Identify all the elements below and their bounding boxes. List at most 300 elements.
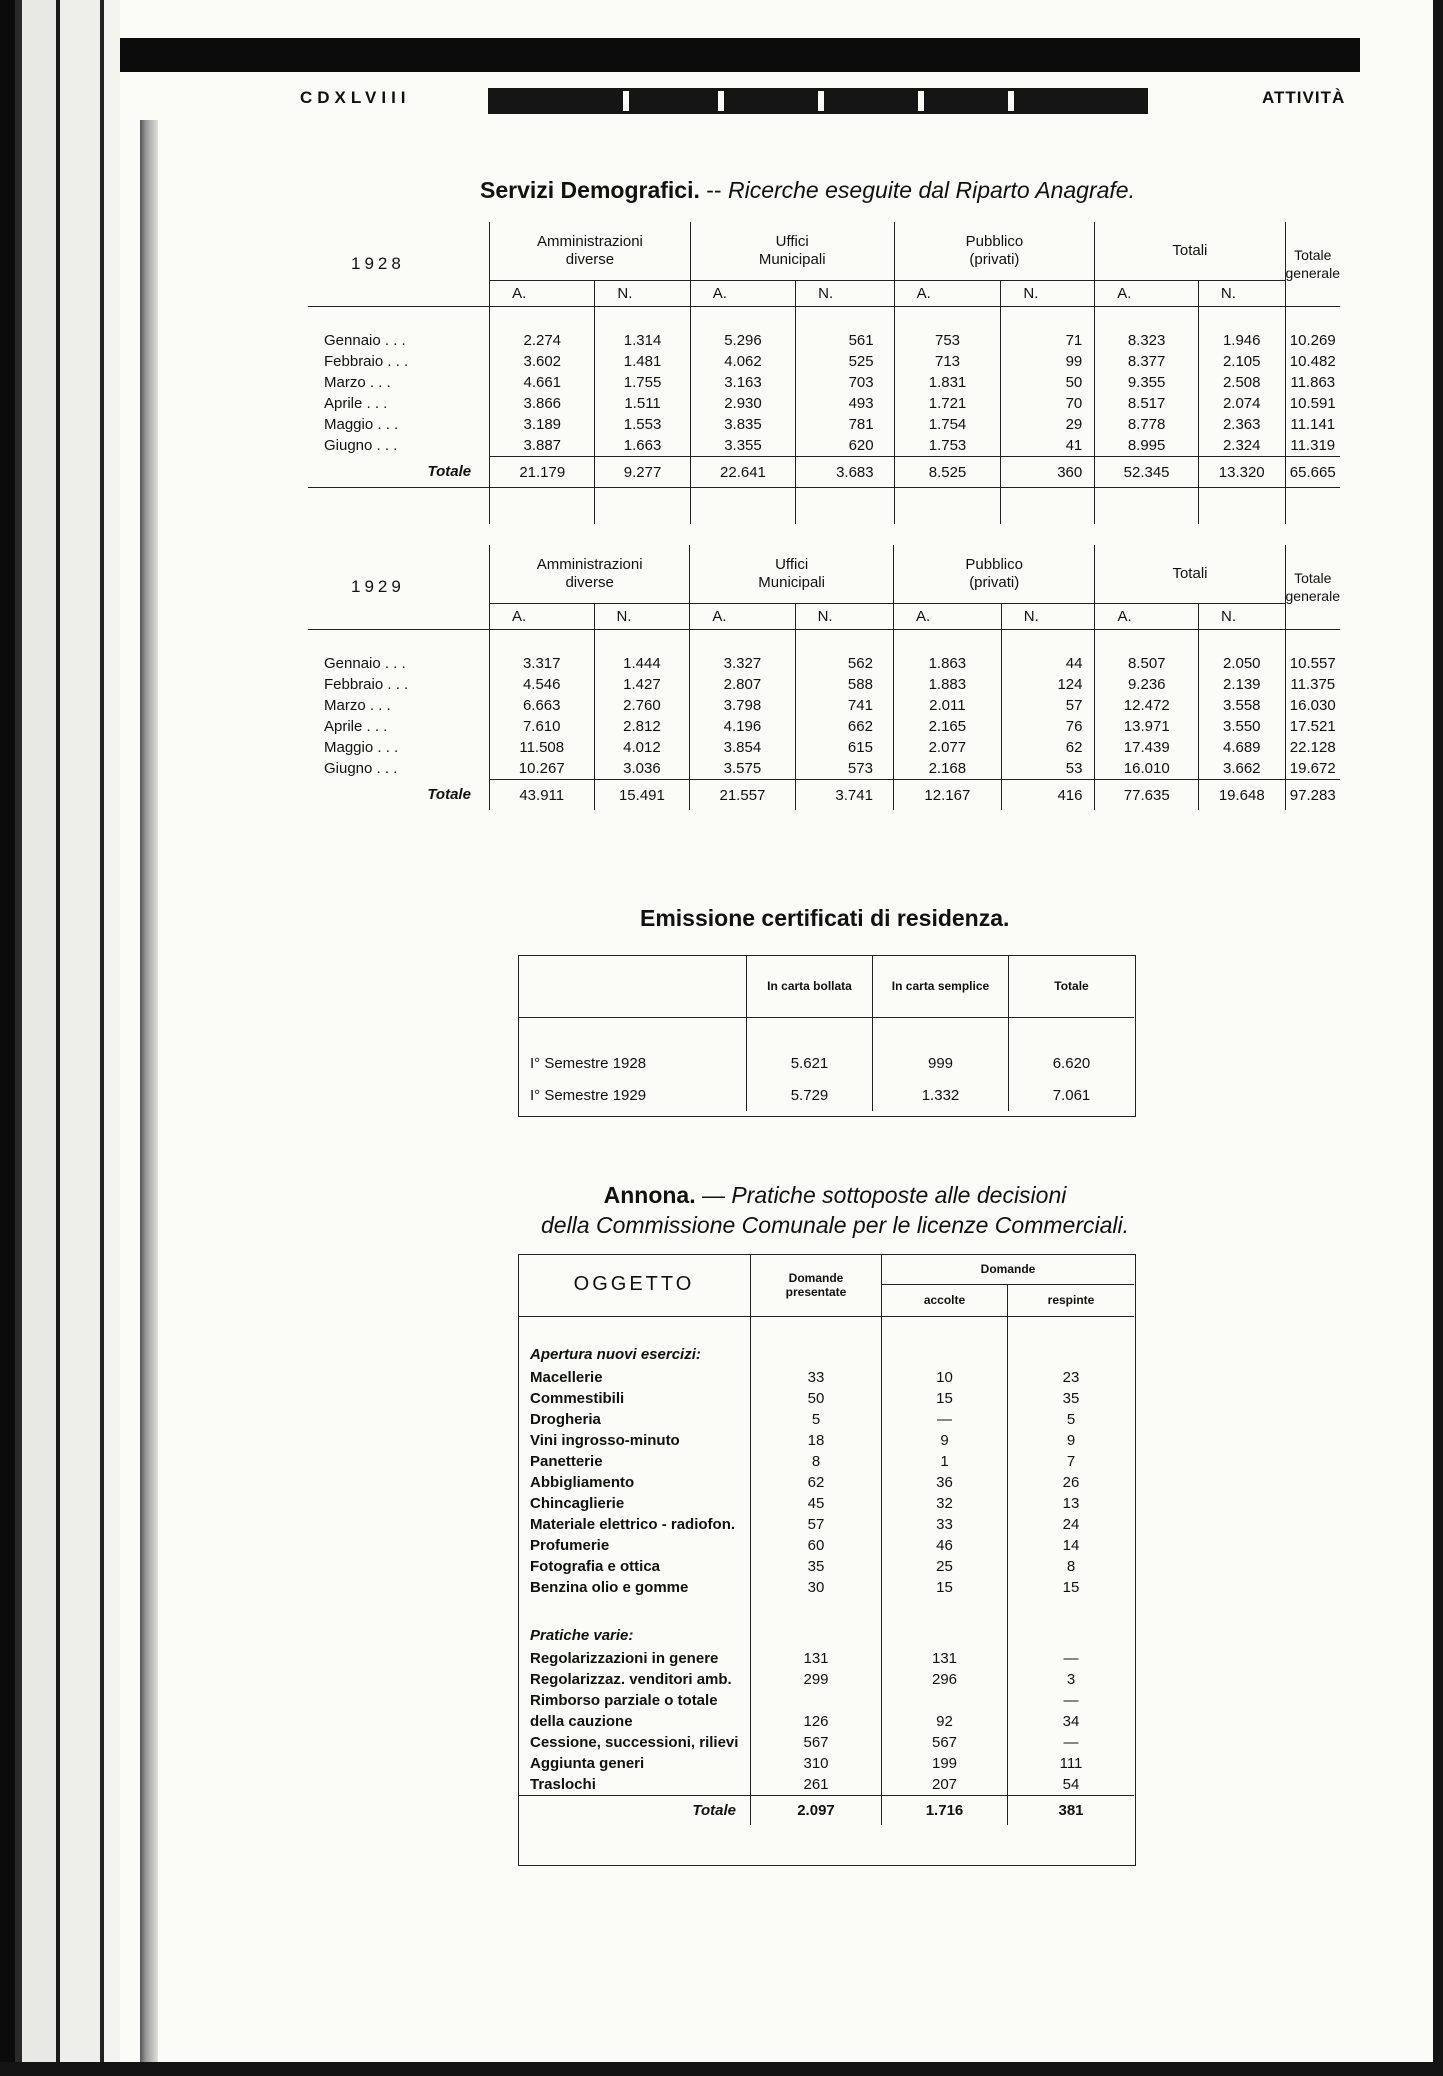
cell: 10.267 xyxy=(489,758,594,780)
column-group-line: diverse xyxy=(565,573,614,591)
table-row xyxy=(518,1669,1134,1690)
cell: 567 xyxy=(751,1732,882,1753)
table-1928 xyxy=(308,222,1340,524)
row-label xyxy=(518,1577,751,1598)
month-label xyxy=(308,695,489,716)
month-name: Febbraio xyxy=(324,353,384,370)
row-label-text: Panetterie xyxy=(530,1452,603,1470)
row-label-text: Fotografia e ottica xyxy=(530,1557,661,1575)
cell: 3.866 xyxy=(490,393,595,414)
row-label xyxy=(518,1409,751,1430)
table-row xyxy=(308,695,1340,716)
cell: 7.610 xyxy=(489,716,594,737)
column-group-header xyxy=(690,222,894,280)
row-label: I° Semestre 1929 xyxy=(530,1086,647,1104)
table-row xyxy=(518,1711,1134,1732)
cell: 32 xyxy=(882,1493,1008,1514)
total-cell: 8.525 xyxy=(894,457,1001,488)
cell: 8 xyxy=(1008,1556,1135,1577)
cell: 8.778 xyxy=(1095,414,1199,435)
header-bollata: In carta bollata xyxy=(747,955,873,1017)
cell: 126 xyxy=(751,1711,882,1732)
page-number: CDXLVIII xyxy=(300,88,411,107)
column-group-line: Pubblico xyxy=(965,232,1024,250)
cell: 3.355 xyxy=(690,435,795,457)
sub-header-a: A. xyxy=(490,280,595,306)
month-label xyxy=(308,330,490,351)
total-cell: 2.097 xyxy=(751,1795,882,1825)
cell: 13.971 xyxy=(1095,716,1199,737)
total-cell: 21.557 xyxy=(690,780,795,811)
cell: 8.995 xyxy=(1095,435,1199,457)
cell: 999 xyxy=(873,1047,1009,1079)
cell: 3.189 xyxy=(490,414,595,435)
cell: 11.319 xyxy=(1285,435,1340,457)
total-label: Totale xyxy=(427,463,472,481)
cell: — xyxy=(1008,1732,1135,1753)
cell: 35 xyxy=(1008,1388,1135,1409)
cell: 10.482 xyxy=(1285,351,1340,372)
row-label xyxy=(518,1774,751,1796)
cell: 2.165 xyxy=(893,716,1001,737)
row-label-text: della cauzione xyxy=(530,1712,633,1730)
demografici-title-bold: Servizi Demografici. xyxy=(480,177,700,203)
month-label xyxy=(308,351,490,372)
table-row xyxy=(308,393,1340,414)
cell: 2.050 xyxy=(1199,653,1285,674)
cell: — xyxy=(1008,1648,1135,1669)
table-row xyxy=(518,1556,1134,1577)
cell: 3.887 xyxy=(490,435,595,457)
total-row xyxy=(308,457,1340,488)
table-row xyxy=(518,1732,1134,1753)
table-row xyxy=(308,674,1340,695)
cell: 6.663 xyxy=(489,695,594,716)
header-semplice: In carta semplice xyxy=(873,955,1009,1017)
cell: — xyxy=(882,1409,1008,1430)
cell: 5.729 xyxy=(747,1079,873,1111)
table-row xyxy=(308,758,1340,780)
column-group-line: (privati) xyxy=(969,250,1020,268)
row-label xyxy=(518,1711,751,1732)
row-label xyxy=(518,1493,751,1514)
cell: 1 xyxy=(882,1451,1008,1472)
row-label-text: Drogheria xyxy=(530,1410,601,1428)
cell: 5 xyxy=(751,1409,882,1430)
cell: 16.010 xyxy=(1095,758,1199,780)
total-cell: 52.345 xyxy=(1095,457,1199,488)
annona-title: Annona. — Pratiche sottoposte alle decisioni della Commissione Comunale per le licenze Commerciali. xyxy=(540,1182,1129,1238)
cell: 9.355 xyxy=(1095,372,1199,393)
cell: 33 xyxy=(751,1367,882,1388)
cell: — xyxy=(1008,1690,1135,1711)
certificati-title: Emissione certificati di residenza. xyxy=(640,905,1010,931)
row-label xyxy=(518,1753,751,1774)
cell: 45 xyxy=(751,1493,882,1514)
cell: 41 xyxy=(1001,435,1095,457)
top-black-band xyxy=(20,38,1360,72)
cell: 1.444 xyxy=(594,653,690,674)
page-edge xyxy=(140,120,158,2076)
month-name: Maggio xyxy=(324,739,374,756)
cell: 713 xyxy=(894,351,1001,372)
leader-dots: . . . xyxy=(372,437,398,455)
table-row xyxy=(308,653,1340,674)
row-label-text: Macellerie xyxy=(530,1368,603,1386)
row-label-text: Vini ingrosso-minuto xyxy=(530,1431,680,1449)
row-label: I° Semestre 1928 xyxy=(530,1054,647,1072)
column-group-line: (privati) xyxy=(969,573,1020,591)
table-row xyxy=(518,1388,1134,1409)
month-label xyxy=(308,435,490,457)
total-cell: 9.277 xyxy=(595,457,690,488)
cell: 62 xyxy=(751,1472,882,1493)
total-label: Totale xyxy=(518,1795,751,1825)
cell: 310 xyxy=(751,1753,882,1774)
sub-header-a: A. xyxy=(690,603,795,629)
column-group-header xyxy=(893,545,1095,603)
sub-header-n: N. xyxy=(594,603,690,629)
certificati-table xyxy=(518,955,1134,1111)
right-border xyxy=(1433,0,1443,2076)
row-label xyxy=(518,1732,751,1753)
cell: 4.546 xyxy=(489,674,594,695)
cell: 1.553 xyxy=(595,414,690,435)
table-row xyxy=(518,1753,1134,1774)
cell: 3.854 xyxy=(690,737,795,758)
total-row xyxy=(308,780,1340,811)
table-row xyxy=(518,1493,1134,1514)
cell: 57 xyxy=(1001,695,1095,716)
cell: 2.760 xyxy=(594,695,690,716)
cell: 1.314 xyxy=(595,330,690,351)
cell: 13 xyxy=(1008,1493,1135,1514)
header-domande: Domande xyxy=(882,1254,1135,1284)
year-label: 1929 xyxy=(308,545,489,629)
total-cell: 65.665 xyxy=(1285,457,1340,488)
sub-header-a: A. xyxy=(894,280,1001,306)
cell: 3.575 xyxy=(690,758,795,780)
cell: 15 xyxy=(882,1577,1008,1598)
table-row xyxy=(308,330,1340,351)
cell: 2.011 xyxy=(893,695,1001,716)
cell: 111 xyxy=(1008,1753,1135,1774)
cell: 3.798 xyxy=(690,695,795,716)
cell: 2.363 xyxy=(1198,414,1285,435)
cell: 7 xyxy=(1008,1451,1135,1472)
cell: 199 xyxy=(882,1753,1008,1774)
sub-header-n: N. xyxy=(1199,603,1285,629)
section-heading: Pratiche varie: xyxy=(530,1626,634,1644)
cell: 261 xyxy=(751,1774,882,1796)
leader-dots: . . . xyxy=(372,760,398,778)
month-label xyxy=(308,758,489,780)
cell: 2.930 xyxy=(690,393,795,414)
cell xyxy=(882,1690,1008,1711)
row-label xyxy=(518,1669,751,1690)
table-row xyxy=(518,1648,1134,1669)
cell: 3.662 xyxy=(1199,758,1285,780)
column-group-line: Uffici xyxy=(775,555,809,573)
month-name: Marzo xyxy=(324,697,366,714)
cell: 53 xyxy=(1001,758,1095,780)
left-binding-shadow xyxy=(0,0,120,2076)
cell: 60 xyxy=(751,1535,882,1556)
month-name: Aprile xyxy=(324,395,363,412)
month-name: Maggio xyxy=(324,416,374,433)
cell: 1.863 xyxy=(893,653,1001,674)
cell: 124 xyxy=(1001,674,1095,695)
month-label xyxy=(308,393,490,414)
annona-table xyxy=(518,1254,1134,1825)
row-label xyxy=(518,1430,751,1451)
column-group-header xyxy=(894,222,1095,280)
leader-dots: . . . xyxy=(362,395,388,412)
cell: 8.323 xyxy=(1095,330,1199,351)
table-row xyxy=(518,1774,1134,1796)
cell: 30 xyxy=(751,1577,882,1598)
cell: 11.863 xyxy=(1285,372,1340,393)
cell: 2.324 xyxy=(1198,435,1285,457)
cell: 16.030 xyxy=(1285,695,1340,716)
total-cell: 360 xyxy=(1001,457,1095,488)
cell: 567 xyxy=(882,1732,1008,1753)
cell: 1.721 xyxy=(894,393,1001,414)
demografici-title: Servizi Demografici. -- Ricerche eseguite dal Riparto Anagrafe. xyxy=(480,177,1135,203)
cell: 753 xyxy=(894,330,1001,351)
cell: 25 xyxy=(882,1556,1008,1577)
table-row xyxy=(518,1472,1134,1493)
table-row xyxy=(308,414,1340,435)
annona-title-italic-1: Pratiche sottoposte alle decisioni xyxy=(731,1182,1067,1208)
cell: 19.672 xyxy=(1285,758,1340,780)
column-group-header xyxy=(690,545,894,603)
row-label-text: Profumerie xyxy=(530,1536,610,1554)
sub-header-a: A. xyxy=(1095,603,1199,629)
cell: 8.507 xyxy=(1095,653,1199,674)
cell: 57 xyxy=(751,1514,882,1535)
section-header: ATTIVITÀ xyxy=(1262,88,1346,107)
total-cell: 21.179 xyxy=(490,457,595,488)
cell: 34 xyxy=(1008,1711,1135,1732)
cell: 11.508 xyxy=(489,737,594,758)
table-row xyxy=(518,1430,1134,1451)
table-row xyxy=(308,737,1340,758)
column-group-line: Amministrazioni xyxy=(537,232,643,250)
sub-header-n: N. xyxy=(796,280,894,306)
cell: 2.168 xyxy=(893,758,1001,780)
cell: 741 xyxy=(795,695,893,716)
cell: 2.812 xyxy=(594,716,690,737)
cell: 131 xyxy=(751,1648,882,1669)
total-cell: 1.716 xyxy=(882,1795,1008,1825)
annona-title-bold: Annona. xyxy=(603,1182,696,1208)
table-row xyxy=(518,1367,1134,1388)
cell: 1.481 xyxy=(595,351,690,372)
table-row xyxy=(518,1079,1134,1111)
table-row xyxy=(518,1535,1134,1556)
column-group-header: Totale generale xyxy=(1285,545,1340,629)
row-label xyxy=(518,1690,751,1711)
row-label-text: Regolarizzaz. venditori amb. xyxy=(530,1670,732,1688)
cell: 14 xyxy=(1008,1535,1135,1556)
cell: 9 xyxy=(1008,1430,1135,1451)
sub-header-n: N. xyxy=(795,603,893,629)
cell: 4.661 xyxy=(490,372,595,393)
leader-dots: . . . xyxy=(365,374,391,391)
leader-dots: . . . xyxy=(380,332,406,349)
month-name: Aprile xyxy=(324,718,363,735)
row-label-text: Rimborso parziale o totale xyxy=(530,1691,718,1709)
total-cell: 22.641 xyxy=(690,457,795,488)
total-cell: 3.741 xyxy=(795,780,893,811)
column-group-line: Uffici xyxy=(775,232,809,250)
cell: 615 xyxy=(795,737,893,758)
sub-header-a: A. xyxy=(489,603,594,629)
cell: 50 xyxy=(751,1388,882,1409)
year-label: 1928 xyxy=(308,222,490,306)
cell: 29 xyxy=(1001,414,1095,435)
cell: 10.591 xyxy=(1285,393,1340,414)
cell: 26 xyxy=(1008,1472,1135,1493)
total-row xyxy=(518,1795,1134,1825)
month-label xyxy=(308,716,489,737)
cell: 562 xyxy=(795,653,893,674)
cell: 76 xyxy=(1001,716,1095,737)
total-cell: 12.167 xyxy=(893,780,1001,811)
row-label-text: Regolarizzazioni in genere xyxy=(530,1649,719,1667)
cell: 620 xyxy=(796,435,894,457)
cell: 15 xyxy=(1008,1577,1135,1598)
total-cell: 43.911 xyxy=(489,780,594,811)
header-respinte: respinte xyxy=(1008,1284,1135,1316)
cell: 1.755 xyxy=(595,372,690,393)
header-presentate-2: presentate xyxy=(785,1284,847,1299)
cell: 6.620 xyxy=(1009,1047,1135,1079)
total-cell: 77.635 xyxy=(1095,780,1199,811)
annona-title-italic-2: della Commissione Comunale per le licenze Commerciali. xyxy=(540,1212,1129,1238)
leader-dots: . . . xyxy=(362,718,388,735)
column-group-line: diverse xyxy=(565,250,615,268)
cell: 493 xyxy=(796,393,894,414)
total-label: Totale xyxy=(427,786,471,804)
leader-dots: . . . xyxy=(380,655,406,672)
cell: 1.753 xyxy=(894,435,1001,457)
cell: 9 xyxy=(882,1430,1008,1451)
cell: 12.472 xyxy=(1095,695,1199,716)
month-label xyxy=(308,414,490,435)
cell: 11.375 xyxy=(1285,674,1340,695)
total-cell: 3.683 xyxy=(796,457,894,488)
row-label-text: Abbigliamento xyxy=(530,1473,635,1491)
row-label-text: Chincaglierie xyxy=(530,1494,625,1512)
month-name: Giugno xyxy=(324,760,373,778)
month-name: Marzo xyxy=(324,374,366,391)
header-presentate-1: Domande xyxy=(788,1270,844,1285)
cell: 1.831 xyxy=(894,372,1001,393)
cell: 3.327 xyxy=(690,653,795,674)
cell: 1.511 xyxy=(595,393,690,414)
row-label xyxy=(518,1472,751,1493)
table-row xyxy=(308,351,1340,372)
cell: 299 xyxy=(751,1669,882,1690)
column-group-header xyxy=(1095,545,1285,603)
table-row xyxy=(518,1514,1134,1535)
cell: 2.105 xyxy=(1198,351,1285,372)
row-label-text: Benzina olio e gomme xyxy=(530,1578,689,1596)
cell: 50 xyxy=(1001,372,1095,393)
cell: 2.139 xyxy=(1199,674,1285,695)
cell: 3.602 xyxy=(490,351,595,372)
row-label-text: Materiale elettrico - radiofon. xyxy=(530,1515,736,1533)
cell: 8 xyxy=(751,1451,882,1472)
cell: 4.012 xyxy=(594,737,690,758)
cell: 46 xyxy=(882,1535,1008,1556)
cell: 44 xyxy=(1001,653,1095,674)
cell: 5.296 xyxy=(690,330,795,351)
column-group-line: Totali xyxy=(1172,564,1208,582)
cell xyxy=(751,1690,882,1711)
cell: 3.036 xyxy=(594,758,690,780)
row-label xyxy=(518,1535,751,1556)
row-label xyxy=(518,1367,751,1388)
cell: 70 xyxy=(1001,393,1095,414)
cell: 1.754 xyxy=(894,414,1001,435)
cell: 525 xyxy=(796,351,894,372)
cell: 92 xyxy=(882,1711,1008,1732)
decorative-banner xyxy=(488,88,1148,114)
cell: 561 xyxy=(796,330,894,351)
month-label xyxy=(308,372,490,393)
cell: 71 xyxy=(1001,330,1095,351)
column-group-header xyxy=(490,222,691,280)
total-cell: 13.320 xyxy=(1198,457,1285,488)
row-label-text: Cessione, successioni, rilievi xyxy=(530,1733,739,1751)
cell: 588 xyxy=(795,674,893,695)
total-cell: 416 xyxy=(1001,780,1095,811)
cell: 3.558 xyxy=(1199,695,1285,716)
cell: 18 xyxy=(751,1430,882,1451)
cell: 3.163 xyxy=(690,372,795,393)
cell: 703 xyxy=(796,372,894,393)
cell: 11.141 xyxy=(1285,414,1340,435)
cell: 1.883 xyxy=(893,674,1001,695)
cell: 8.377 xyxy=(1095,351,1199,372)
cell: 54 xyxy=(1008,1774,1135,1796)
cell: 2.274 xyxy=(490,330,595,351)
leader-dots: . . . xyxy=(383,353,409,370)
cell: 5 xyxy=(1008,1409,1135,1430)
table-row xyxy=(518,1047,1134,1079)
cell: 22.128 xyxy=(1285,737,1340,758)
column-group-header xyxy=(1095,222,1285,280)
cell: 7.061 xyxy=(1009,1079,1135,1111)
column-group-header xyxy=(489,545,689,603)
cell: 99 xyxy=(1001,351,1095,372)
cell: 2.508 xyxy=(1198,372,1285,393)
month-name: Febbraio xyxy=(324,676,384,693)
cell: 3.317 xyxy=(489,653,594,674)
cell: 8.517 xyxy=(1095,393,1199,414)
cell: 2.077 xyxy=(893,737,1001,758)
table-row xyxy=(518,1451,1134,1472)
header-oggetto: OGGETTO xyxy=(518,1254,751,1316)
table-row xyxy=(308,435,1340,457)
column-group-header: Totale generale xyxy=(1285,222,1340,306)
cell: 4.196 xyxy=(690,716,795,737)
row-label-text: Commestibili xyxy=(530,1389,625,1407)
cell: 3.835 xyxy=(690,414,795,435)
